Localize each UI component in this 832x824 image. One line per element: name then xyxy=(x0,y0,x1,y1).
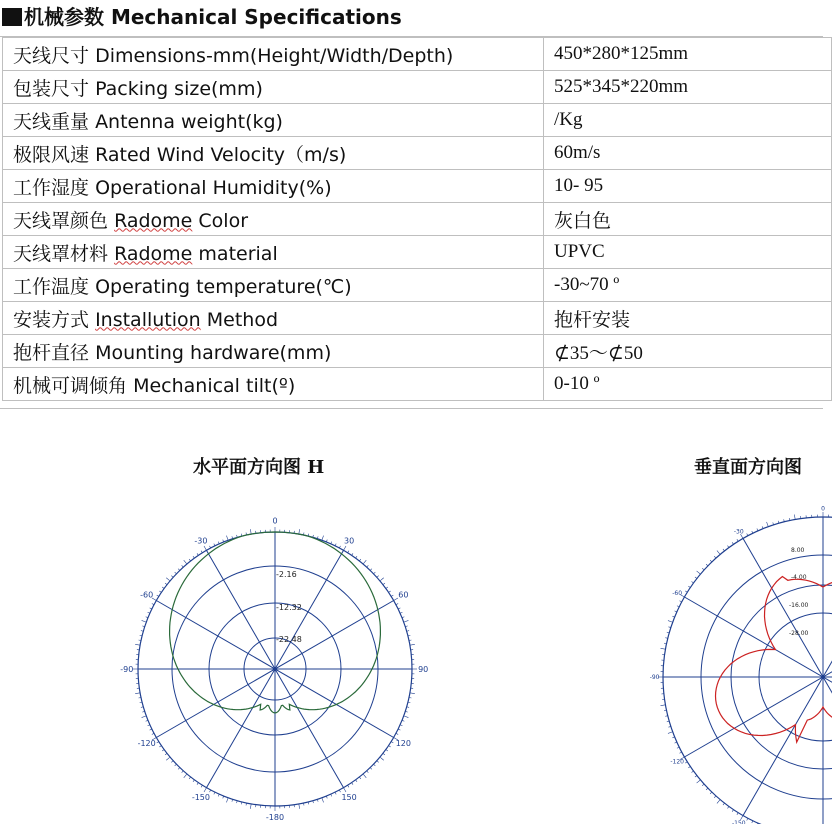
spec-value: 抱杆安装 xyxy=(544,302,832,335)
spec-value: 525*345*220mm xyxy=(544,71,832,104)
tick-mark xyxy=(135,693,140,694)
spec-value: -30~70 º xyxy=(544,269,832,302)
tick-mark xyxy=(794,515,795,520)
spec-label-en: Mechanical tilt(º) xyxy=(133,375,295,397)
spec-label-en: Rated Wind Velocity（m/s) xyxy=(95,144,346,166)
tick-mark xyxy=(380,757,384,760)
angle-label: -150 xyxy=(192,793,210,802)
tick-mark xyxy=(344,546,347,550)
spec-label-cn: 天线罩材料 xyxy=(13,243,108,265)
spec-row xyxy=(3,71,832,104)
spec-label-en: Radome Color xyxy=(114,210,248,232)
spec-label-cn: 机械可调倾角 xyxy=(13,375,127,397)
angle-label: -60 xyxy=(140,591,153,600)
angle-label: -180 xyxy=(266,813,284,822)
angle-label: 150 xyxy=(341,793,356,802)
angle-label: 120 xyxy=(396,739,411,748)
spec-label xyxy=(3,170,544,203)
spec-label-cn: 工作温度 xyxy=(13,276,89,298)
spec-row xyxy=(3,203,832,236)
spec-label-cn: 天线罩颜色 xyxy=(13,210,108,232)
tick-mark xyxy=(380,578,384,581)
spec-row xyxy=(3,170,832,203)
spec-label-en: Mounting hardware(mm) xyxy=(95,342,331,364)
tick-mark xyxy=(363,560,366,564)
spec-value: 60m/s xyxy=(544,137,832,170)
spec-row xyxy=(3,38,832,71)
angle-label: -90 xyxy=(120,665,133,674)
tick-mark xyxy=(135,644,140,645)
spec-label xyxy=(3,368,544,401)
tick-mark xyxy=(697,780,701,783)
spec-label-cn: 安装方式 xyxy=(13,309,89,331)
spec-row xyxy=(3,269,832,302)
angle-label: -150 xyxy=(732,820,746,824)
section-title xyxy=(0,0,823,37)
ring-label: -22.48 xyxy=(276,635,302,644)
angle-label: 60 xyxy=(398,591,408,600)
tick-mark xyxy=(184,560,187,564)
angle-label: -120 xyxy=(138,739,156,748)
angle-label: -60 xyxy=(672,590,682,597)
angle-label: -120 xyxy=(670,758,684,765)
spec-row xyxy=(3,368,832,401)
spec-value: /Kg xyxy=(544,104,832,137)
tick-mark xyxy=(697,571,701,574)
spec-label xyxy=(3,302,544,335)
tick-mark xyxy=(204,546,207,550)
spec-label-en: Operational Humidity(%) xyxy=(95,177,332,199)
spec-value: 0-10 º xyxy=(544,368,832,401)
spec-label-cn: 抱杆直径 xyxy=(13,342,89,364)
spec-table xyxy=(2,37,832,401)
tick-mark xyxy=(668,621,673,623)
spec-label-cn: 包装尺寸 xyxy=(13,78,89,100)
section-title-text: 机械参数 Mechanical Specifications xyxy=(24,5,402,29)
spec-value: ⊄35～⊄50 xyxy=(544,335,832,368)
tick-mark xyxy=(184,774,187,778)
tick-mark xyxy=(204,788,207,792)
spec-label xyxy=(3,38,544,71)
spec-value: 450*280*125mm xyxy=(544,38,832,71)
spellcheck-underline: Radome xyxy=(114,243,192,265)
tick-mark xyxy=(767,522,769,527)
tick-mark xyxy=(404,620,409,622)
spec-label-en: Radome material xyxy=(114,243,278,265)
spec-label-en: Antenna weight(kg) xyxy=(95,111,283,133)
spec-label-en: Dimensions-mm(Height/Width/Depth) xyxy=(95,45,453,67)
tick-mark xyxy=(717,800,720,804)
spec-value: UPVC xyxy=(544,236,832,269)
tick-mark xyxy=(717,551,720,555)
square-bullet-icon xyxy=(2,8,22,26)
vertical-pattern-chart xyxy=(640,499,823,824)
ring-label: -2.16 xyxy=(276,570,297,579)
spec-label xyxy=(3,203,544,236)
spec-label-en: Operating temperature(℃) xyxy=(95,276,352,298)
tick-mark xyxy=(344,788,347,792)
spec-row xyxy=(3,104,832,137)
tick-mark xyxy=(410,693,415,694)
angle-label: -30 xyxy=(734,528,744,535)
spec-row xyxy=(3,236,832,269)
tick-mark xyxy=(226,536,228,541)
tick-mark xyxy=(142,716,147,718)
spec-label-cn: 工作湿度 xyxy=(13,177,89,199)
spec-label xyxy=(3,71,544,104)
horizontal-chart-title: 水平面方向图 H xyxy=(193,453,324,479)
spec-label-cn: 天线重量 xyxy=(13,111,89,133)
spec-label-en: Installution Method xyxy=(95,309,278,331)
spec-label-en: Packing size(mm) xyxy=(95,78,263,100)
spellcheck-underline: Radome xyxy=(114,210,192,232)
horizontal-pattern-chart xyxy=(110,509,440,824)
spec-row xyxy=(3,302,832,335)
angle-label: 30 xyxy=(344,536,354,545)
angle-label: -90 xyxy=(650,674,660,681)
angle-label: 90 xyxy=(418,665,428,674)
spec-row xyxy=(3,137,832,170)
tick-mark xyxy=(299,529,300,534)
angle-label: 0 xyxy=(272,517,277,526)
tick-mark xyxy=(166,578,170,581)
spec-label xyxy=(3,269,544,302)
tick-mark xyxy=(322,798,324,803)
spec-label xyxy=(3,137,544,170)
angle-label: 0 xyxy=(821,506,825,513)
tick-mark xyxy=(299,804,300,809)
ring-label: -28.00 xyxy=(789,630,809,637)
tick-mark xyxy=(166,757,170,760)
tick-mark xyxy=(226,798,228,803)
tick-mark xyxy=(322,536,324,541)
vertical-chart-title: 垂直面方向图 xyxy=(694,453,802,479)
outer-ring xyxy=(663,517,832,824)
ring-label: -16.00 xyxy=(789,602,809,609)
spec-label xyxy=(3,335,544,368)
spec-label xyxy=(3,236,544,269)
spec-value: 10- 95 xyxy=(544,170,832,203)
ring-label: 8.00 xyxy=(791,547,805,554)
tick-mark xyxy=(661,648,666,649)
ring-label: -4.00 xyxy=(791,574,807,581)
spec-label-cn: 极限风速 xyxy=(13,144,89,166)
tick-mark xyxy=(142,620,147,622)
tick-mark xyxy=(363,774,366,778)
spellcheck-underline: Installution xyxy=(95,309,201,331)
tick-mark xyxy=(250,804,251,809)
tick-mark xyxy=(661,705,666,706)
tick-mark xyxy=(404,716,409,718)
tick-mark xyxy=(668,732,673,734)
tick-mark xyxy=(410,644,415,645)
spec-row xyxy=(3,335,832,368)
radiation-patterns xyxy=(0,408,823,824)
ring-label: -12.32 xyxy=(276,603,302,612)
spec-label xyxy=(3,104,544,137)
angle-label: -30 xyxy=(194,536,207,545)
spec-label-cn: 天线尺寸 xyxy=(13,45,89,67)
tick-mark xyxy=(250,529,251,534)
spec-value: 灰白色 xyxy=(544,203,832,236)
